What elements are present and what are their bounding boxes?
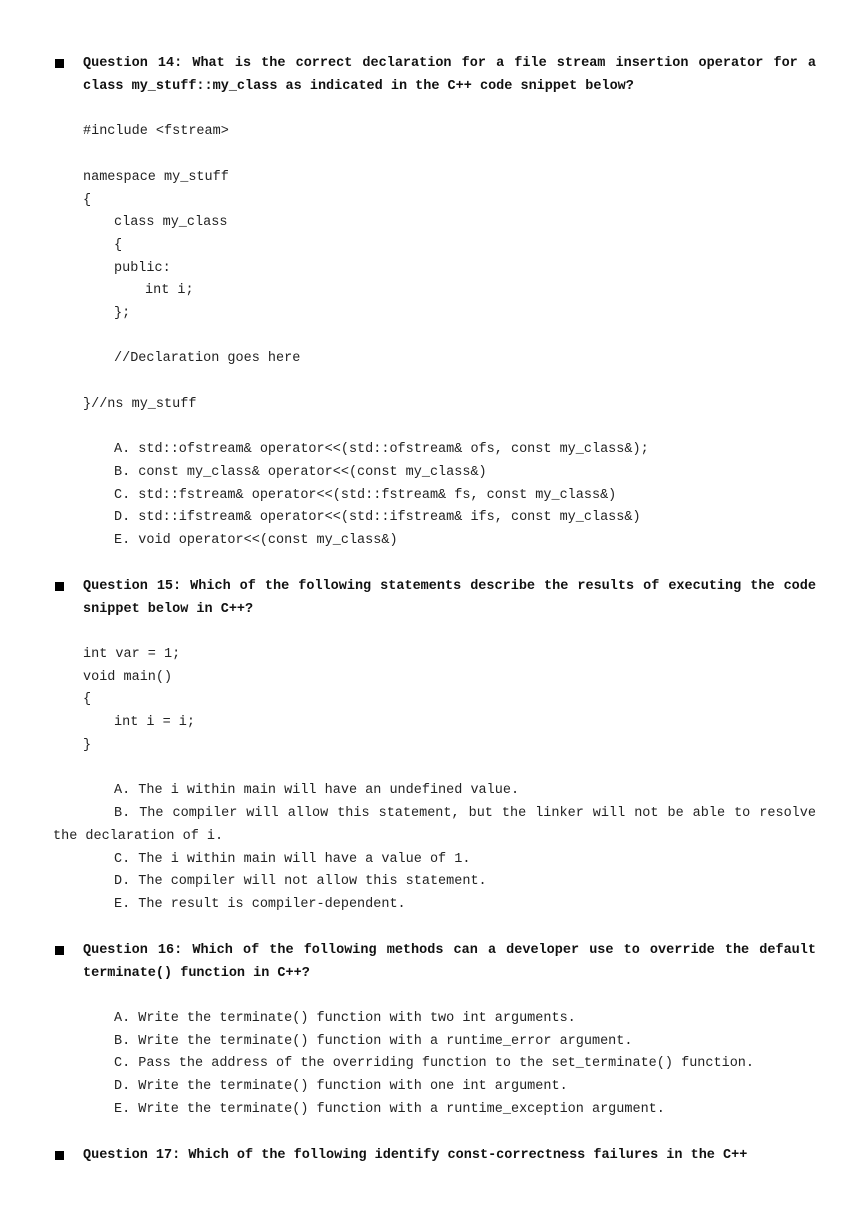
bullet-square	[55, 946, 64, 955]
question-16-title: Question 16: Which of the following methods can a developer use to override the default terminate() function in C++?	[83, 943, 816, 981]
option-a: A. std::ofstream& operator<<(std::ofstream& ofs, const my_class&);	[114, 442, 649, 457]
bullet-square	[55, 582, 64, 591]
code-line: void main()	[83, 670, 173, 685]
bullet-square	[55, 59, 64, 68]
code-line: class my_class	[114, 215, 228, 230]
option-d: D. The compiler will not allow this statement.	[114, 874, 487, 889]
option-b: B. The compiler will allow this statement, but the linker will not be able to resolve the declaration of i.	[53, 806, 816, 844]
code-line: {	[83, 692, 92, 707]
question-17-title: Question 17: Which of the following identify const-correctness failures in the C++	[83, 1148, 748, 1163]
code-line: int i;	[145, 283, 194, 298]
option-a: A. Write the terminate() function with two int arguments.	[114, 1011, 576, 1026]
option-d: D. std::ifstream& operator<<(std::ifstream& ifs, const my_class&)	[114, 510, 641, 525]
option-c: C. std::fstream& operator<<(std::fstream& fs, const my_class&)	[114, 488, 617, 503]
option-c: C. The i within main will have a value of 1.	[114, 852, 471, 867]
code-line: namespace my_stuff	[83, 170, 229, 185]
code-line: }	[83, 738, 92, 753]
option-e: E. void operator<<(const my_class&)	[114, 533, 398, 548]
option-e: E. Write the terminate() function with a runtime_exception argument.	[114, 1102, 665, 1117]
question-15-title: Question 15: Which of the following statements describe the results of executing the code snippet below in C++?	[83, 579, 816, 617]
code-line: int i = i;	[114, 715, 196, 730]
code-line: #include <fstream>	[83, 124, 229, 139]
option-d: D. Write the terminate() function with one int argument.	[114, 1079, 568, 1094]
option-c: C. Pass the address of the overriding function to the set_terminate() function.	[114, 1056, 755, 1071]
option-b: B. Write the terminate() function with a runtime_error argument.	[114, 1034, 633, 1049]
code-line: int var = 1;	[83, 647, 181, 662]
code-line: }//ns my_stuff	[83, 397, 197, 412]
question-14-title: Question 14: What is the correct declaration for a file stream insertion operator for a class my_stuff::my_class as indicated in the C++ code snippet below?	[83, 56, 816, 94]
option-e: E. The result is compiler-dependent.	[114, 897, 406, 912]
bullet-square	[55, 1151, 64, 1160]
code-line: public:	[114, 261, 171, 276]
option-b: B. const my_class& operator<<(const my_class&)	[114, 465, 487, 480]
code-line: {	[114, 238, 123, 253]
code-line: {	[83, 193, 92, 208]
option-a: A. The i within main will have an undefined value.	[114, 783, 520, 798]
code-line: //Declaration goes here	[114, 351, 301, 366]
code-line: };	[114, 306, 131, 321]
